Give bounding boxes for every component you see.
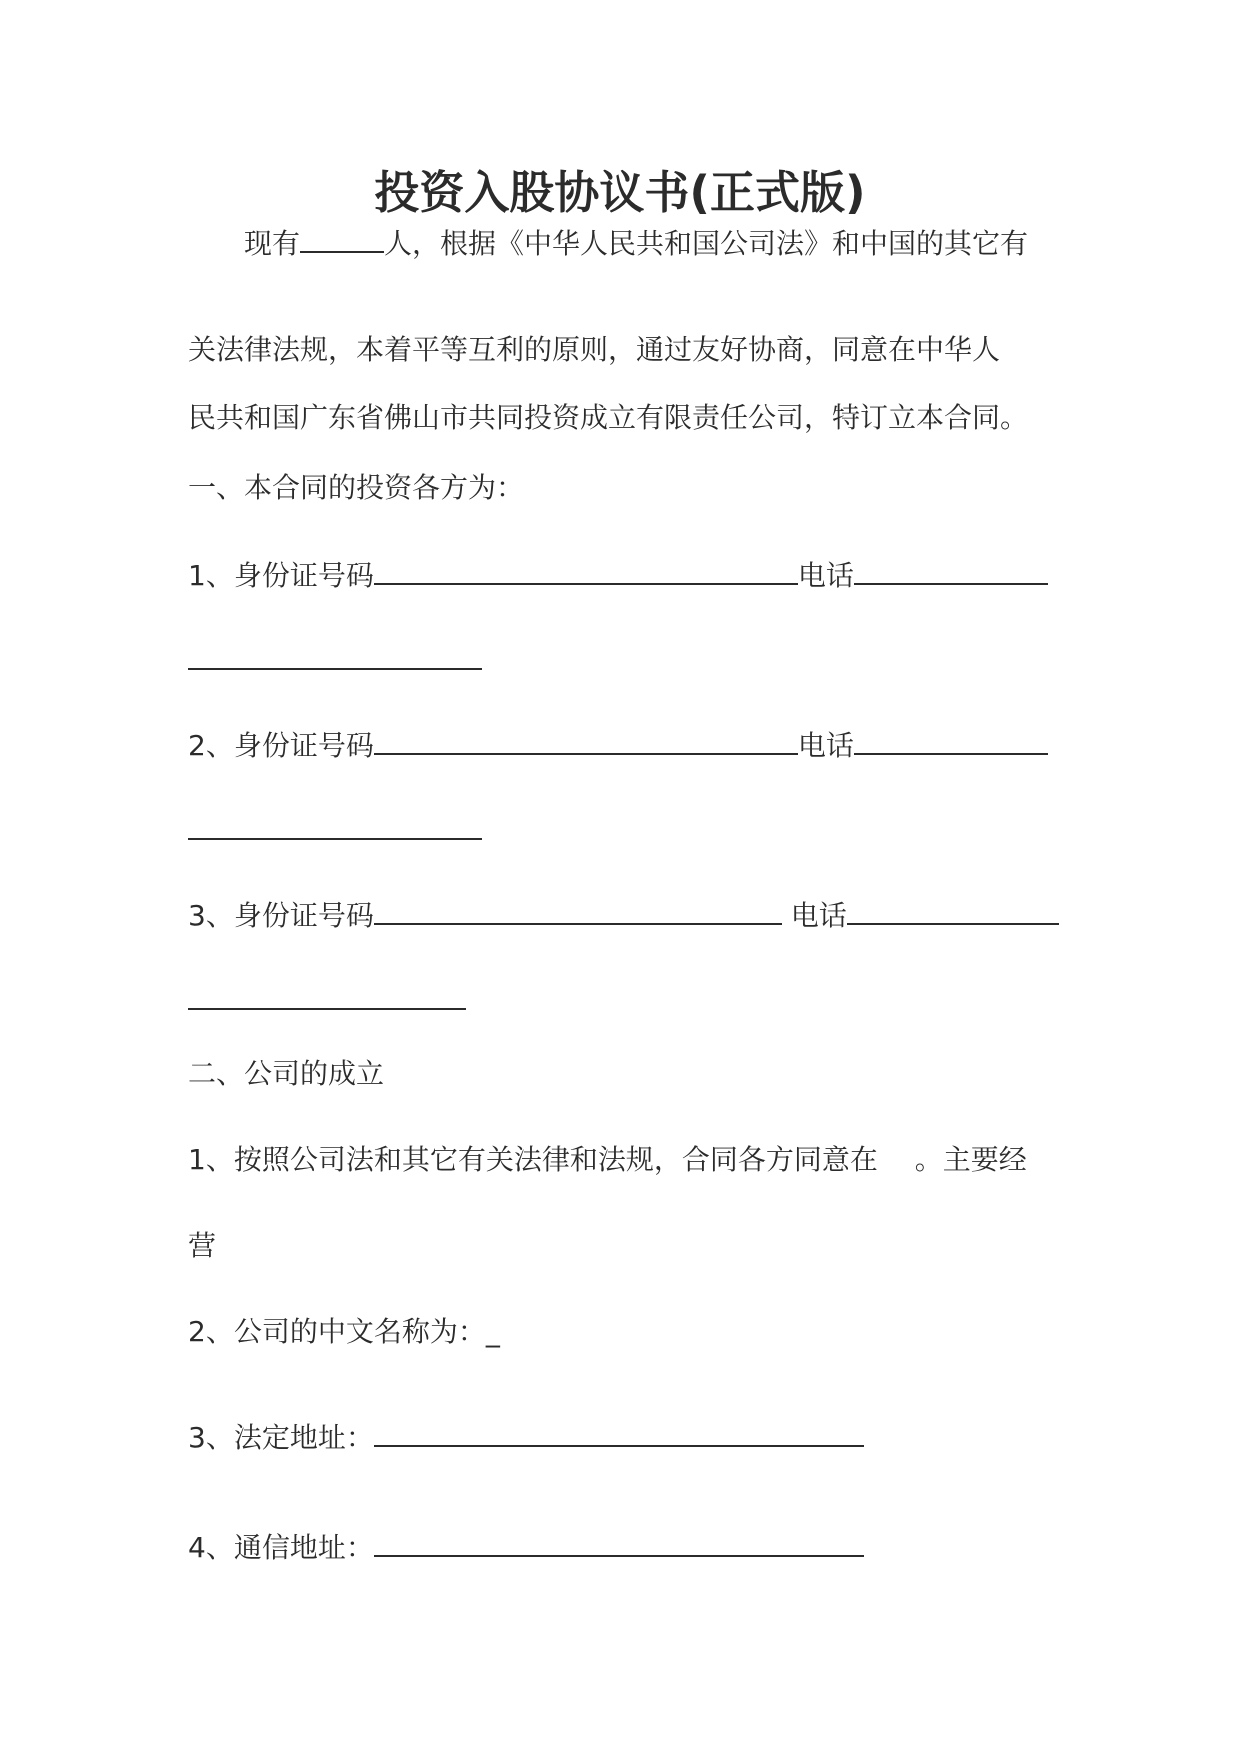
mailing-address-label: 4、通信地址： bbox=[188, 1531, 374, 1564]
mailing-address-row bbox=[188, 1528, 864, 1568]
phone-blank[interactable] bbox=[847, 896, 1059, 925]
section2-item1-line1: 1、按照公司法和其它有关法律和法规，合同各方同意在 。主要经 bbox=[188, 1143, 1027, 1176]
id-number-label: 1、身份证号码 bbox=[188, 559, 374, 592]
intro-line-1 bbox=[244, 224, 1028, 264]
phone-label: 电话 bbox=[781, 899, 847, 932]
intro-prefix: 现有 bbox=[244, 227, 301, 260]
party-row bbox=[188, 726, 1048, 766]
legal-address-row bbox=[188, 1418, 864, 1458]
people-count-blank[interactable] bbox=[300, 224, 384, 253]
phone-blank-continued[interactable] bbox=[188, 668, 482, 670]
id-number-label: 2、身份证号码 bbox=[188, 729, 374, 762]
phone-blank[interactable] bbox=[854, 726, 1048, 755]
id-number-blank[interactable] bbox=[374, 896, 782, 925]
section1-heading: 一、本合同的投资各方为： bbox=[188, 471, 525, 504]
phone-label: 电话 bbox=[797, 559, 854, 592]
legal-address-blank[interactable] bbox=[374, 1418, 864, 1447]
phone-blank-continued[interactable] bbox=[188, 1008, 466, 1010]
party-row bbox=[188, 556, 1048, 596]
intro-suffix: 人，根据《中华人民共和国公司法》和中国的其它有 bbox=[384, 227, 1029, 260]
phone-blank-continued[interactable] bbox=[188, 838, 482, 840]
section2-item1-line2: 营 bbox=[188, 1229, 217, 1262]
mailing-address-blank[interactable] bbox=[374, 1528, 864, 1557]
section2-item2: 2、公司的中文名称为：_ bbox=[188, 1315, 500, 1348]
intro-line-2: 关法律法规，本着平等互利的原则，通过友好协商，同意在中华人 bbox=[188, 333, 1001, 366]
legal-address-label: 3、法定地址： bbox=[188, 1421, 374, 1454]
party-row bbox=[188, 896, 1059, 936]
document-title: 投资入股协议书(正式版) bbox=[374, 166, 866, 219]
section2-heading: 二、公司的成立 bbox=[188, 1057, 385, 1090]
phone-label: 电话 bbox=[797, 729, 854, 762]
intro-line-3: 民共和国广东省佛山市共同投资成立有限责任公司，特订立本合同。 bbox=[188, 401, 1029, 434]
id-number-label: 3、身份证号码 bbox=[188, 899, 374, 932]
phone-blank[interactable] bbox=[854, 556, 1048, 585]
id-number-blank[interactable] bbox=[374, 556, 798, 585]
id-number-blank[interactable] bbox=[374, 726, 798, 755]
